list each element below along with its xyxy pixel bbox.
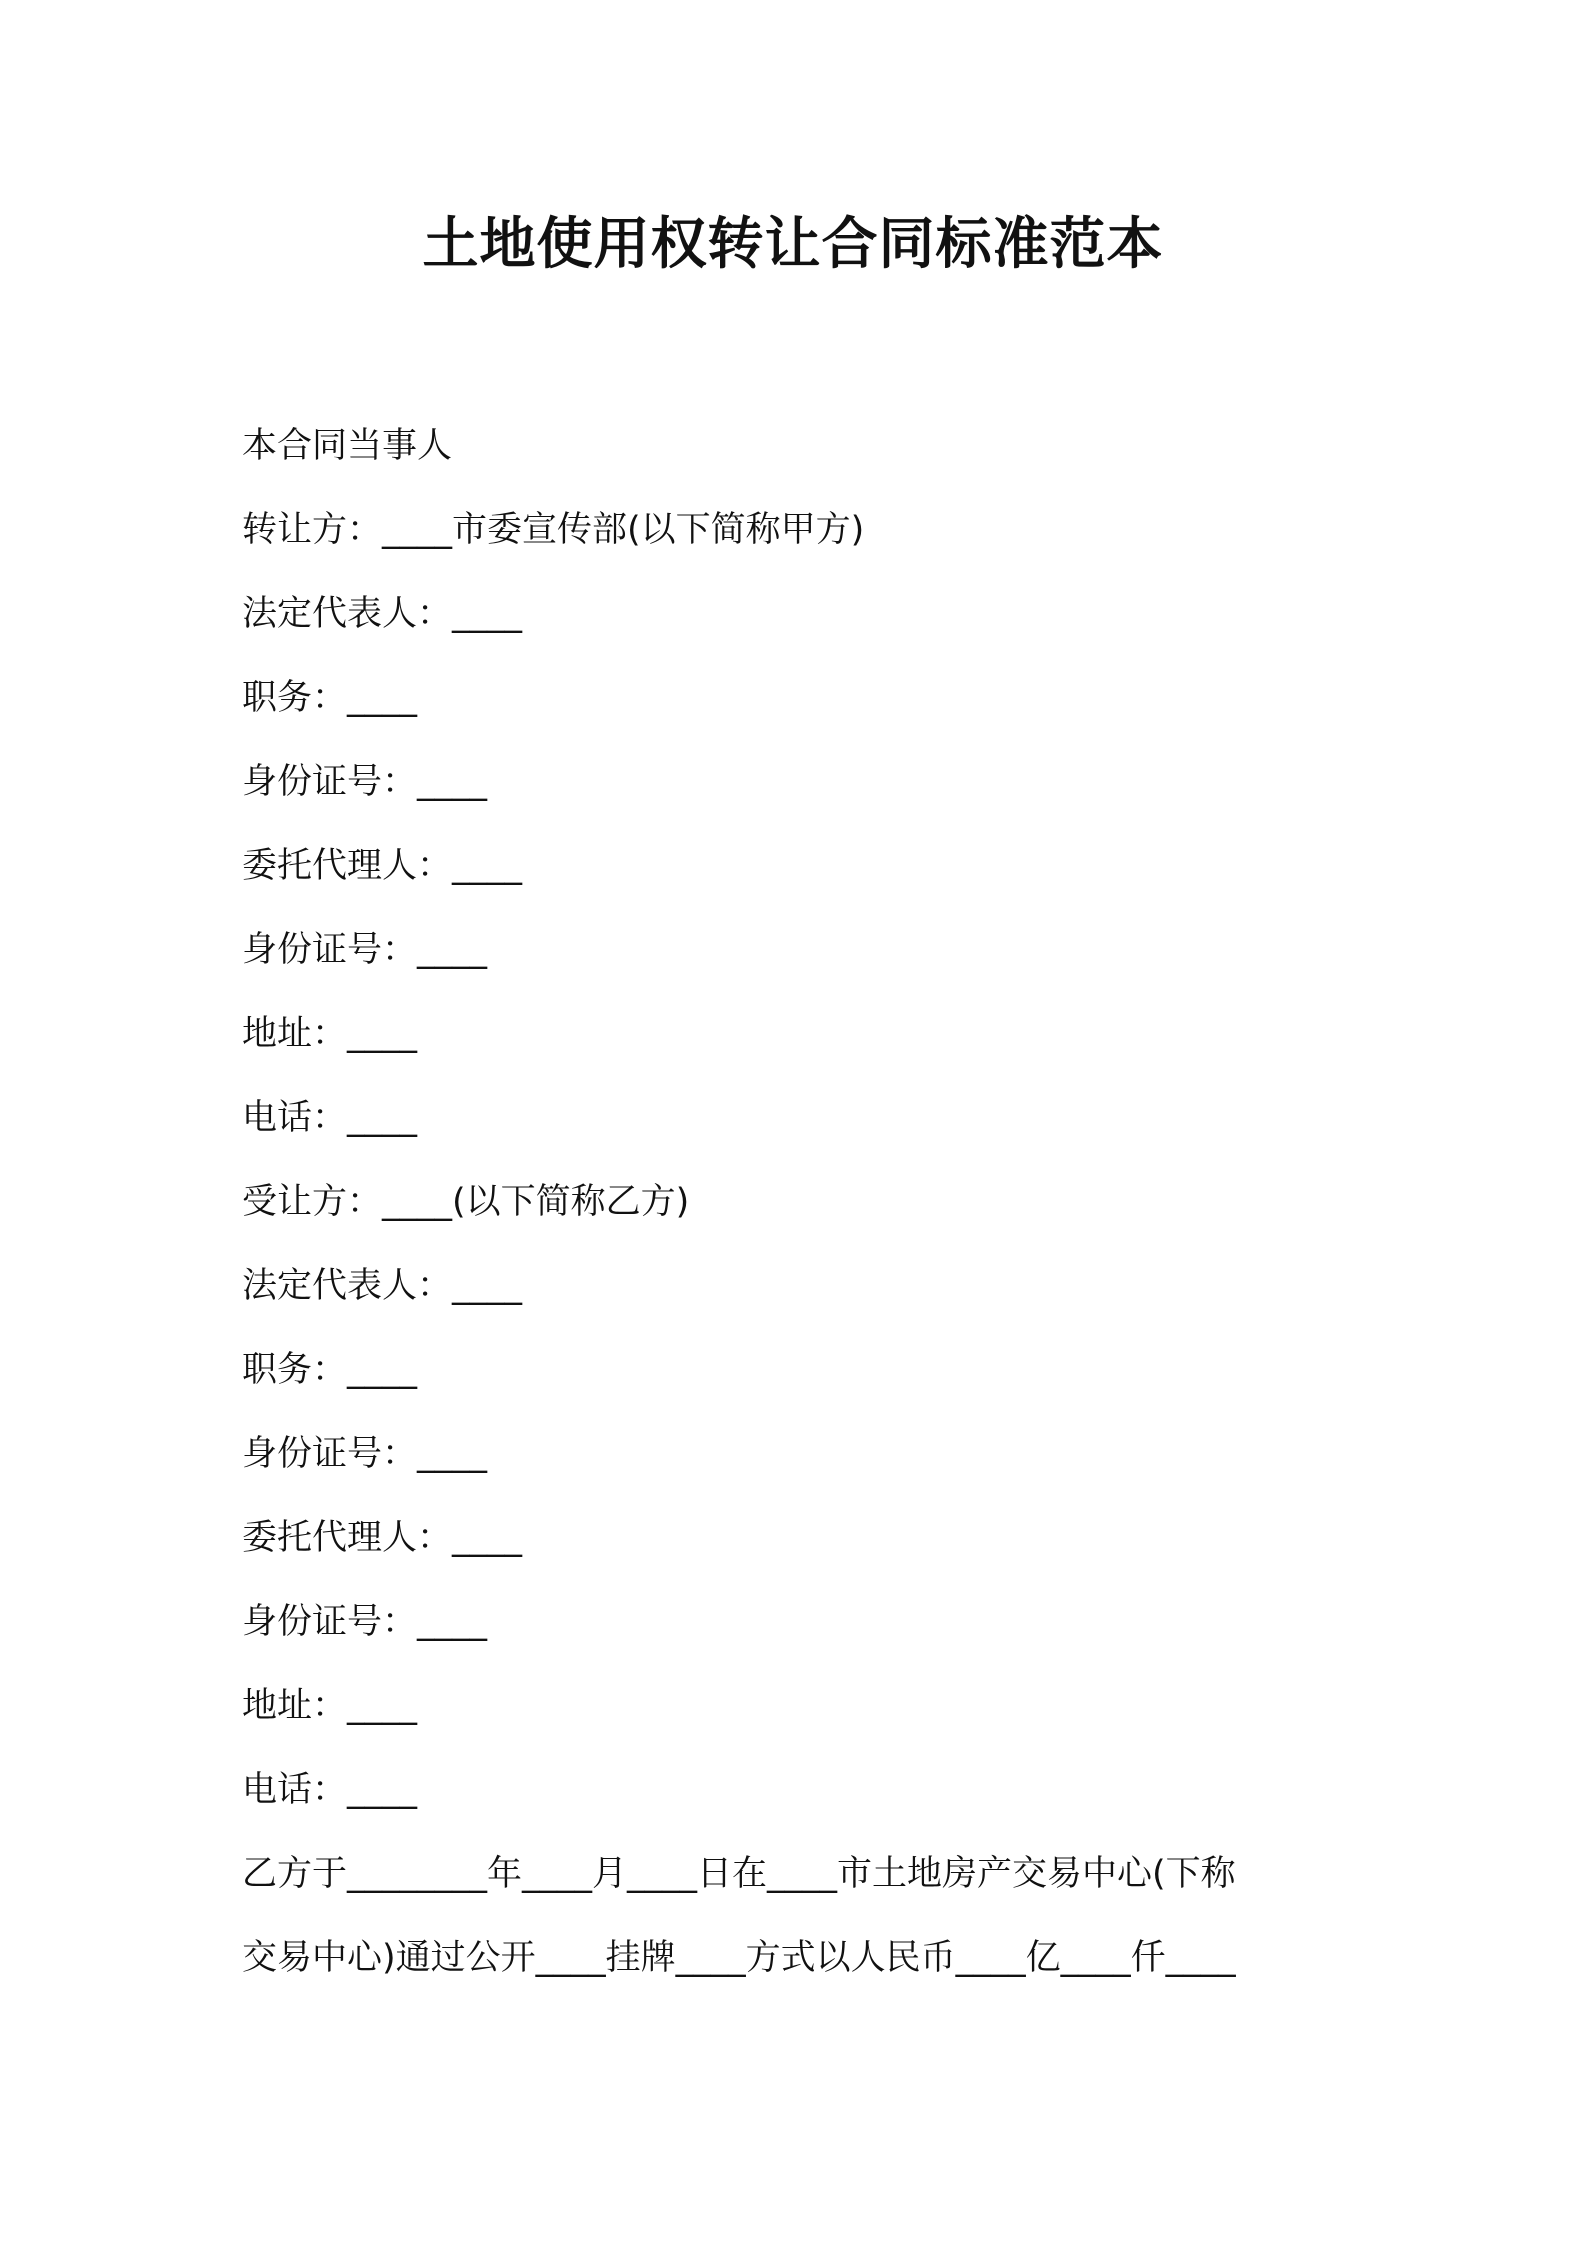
transferor-address-line: 地址：____ <box>242 1014 418 1054</box>
transferor-id-line: 身份证号：____ <box>242 762 488 802</box>
parties-heading: 本合同当事人 <box>242 426 453 466</box>
transferee-address-line: 地址：____ <box>242 1686 418 1726</box>
transferee-phone-line: 电话：____ <box>242 1770 418 1810</box>
transferor-phone-line: 电话：____ <box>242 1098 418 1138</box>
transferee-line: 受让方：____(以下简称乙方) <box>242 1182 690 1222</box>
transferee-agent-id-line: 身份证号：____ <box>242 1602 488 1642</box>
transaction-paragraph-line-2: 交易中心)通过公开____挂牌____方式以人民币____亿____仟____ <box>242 1938 1236 1978</box>
transferee-agent-line: 委托代理人：____ <box>242 1518 523 1558</box>
transferee-id-line: 身份证号：____ <box>242 1434 488 1474</box>
transaction-paragraph-line-1: 乙方于________年____月____日在____市土地房产交易中心(下称 <box>242 1854 1236 1894</box>
transferor-line: 转让方：____市委宣传部(以下简称甲方) <box>242 510 865 550</box>
transferee-legal-rep-line: 法定代表人：____ <box>242 1266 523 1306</box>
transferor-agent-id-line: 身份证号：____ <box>242 930 488 970</box>
transferor-agent-line: 委托代理人：____ <box>242 846 523 886</box>
transferor-legal-rep-line: 法定代表人：____ <box>242 594 523 634</box>
transferor-position-line: 职务：____ <box>242 678 418 718</box>
document-title: 土地使用权转让合同标准范本 <box>422 212 1164 277</box>
contract-body <box>242 404 1362 2000</box>
transferee-position-line: 职务：____ <box>242 1350 418 1390</box>
